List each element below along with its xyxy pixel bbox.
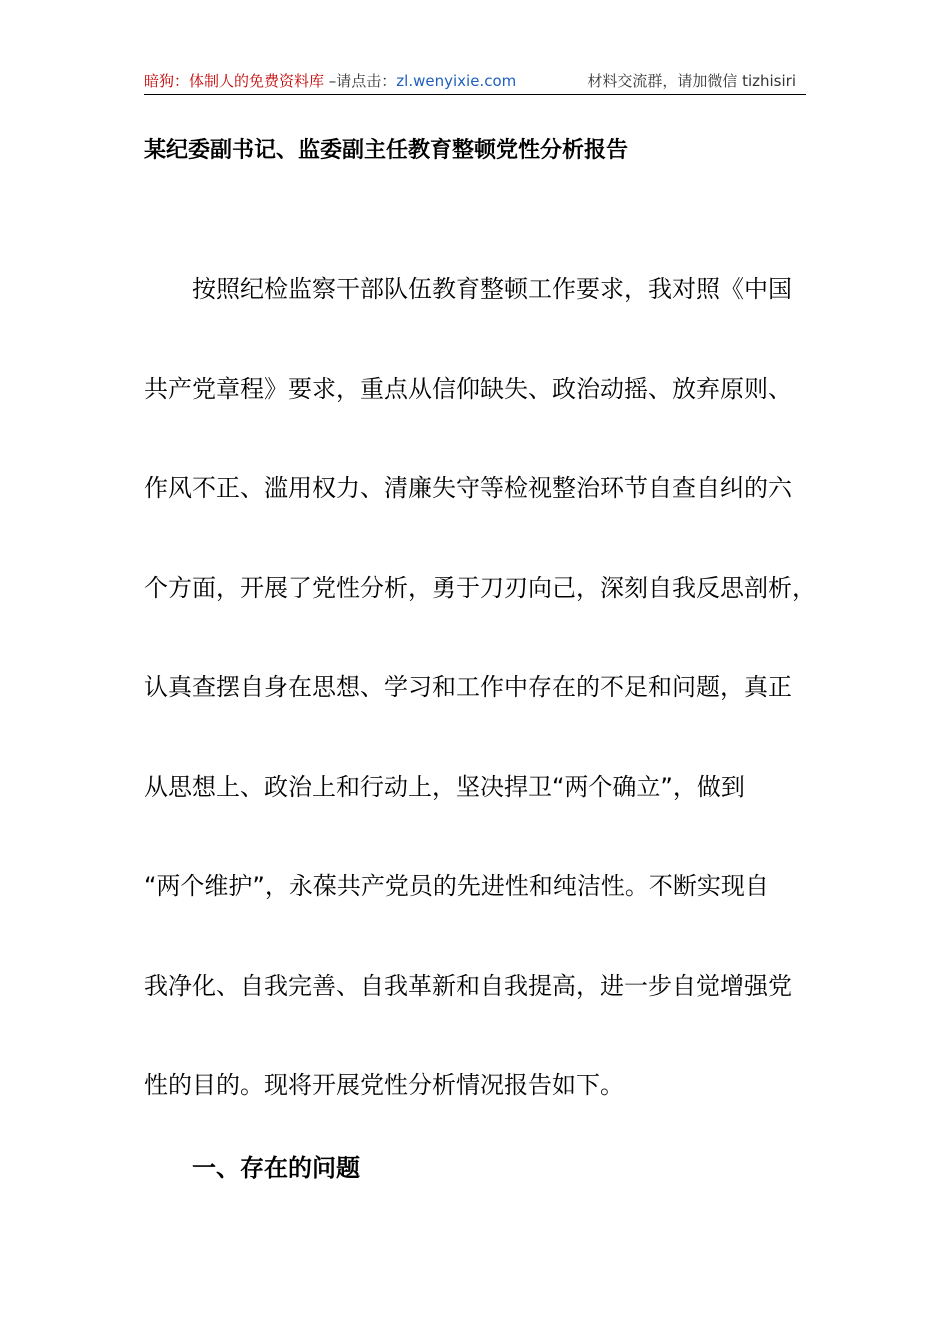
paragraph-line: 按照纪检监察干部队伍教育整顿工作要求，我对照《中国: [192, 275, 792, 303]
header-click-prompt: –请点击：: [324, 72, 397, 90]
paragraph-line: 性的目的。现将开展党性分析情况报告如下。: [144, 1071, 624, 1099]
document-title: 某纪委副书记、监委副主任教育整顿党性分析报告: [144, 138, 629, 163]
header-divider: [144, 94, 806, 95]
paragraph-line: 作风不正、滥用权力、清廉失守等检视整治环节自查自纠的六: [144, 474, 792, 502]
page-header: [144, 70, 806, 94]
header-url-link[interactable]: zl.wenyixie.com: [396, 72, 517, 90]
header-group-note: 材料交流群，请加微信 tizhisiri: [587, 72, 796, 90]
paragraph-line: 我净化、自我完善、自我革新和自我提高，进一步自觉增强党: [144, 971, 792, 1000]
paragraph-line: “两个维护”，永葆共产党员的先进性和纯洁性。不断实现自: [144, 872, 769, 900]
section-heading-problems: 一、存在的问题: [192, 1154, 360, 1182]
paragraph-line: 共产党章程》要求，重点从信仰缺失、政治动摇、放弃原则、: [144, 374, 792, 403]
intro-paragraph: [144, 264, 814, 1160]
paragraph-line: 从思想上、政治上和行动上，坚决捍卫“两个确立”，做到: [144, 772, 745, 801]
paragraph-line: 个方面，开展了党性分析，勇于刀刃向己，深刻自我反思剖析，: [144, 573, 816, 602]
paragraph-line: 认真查摆自身在思想、学习和工作中存在的不足和问题，真正: [144, 673, 792, 701]
header-brand: 暗狗：体制人的免费资料库: [144, 72, 325, 90]
